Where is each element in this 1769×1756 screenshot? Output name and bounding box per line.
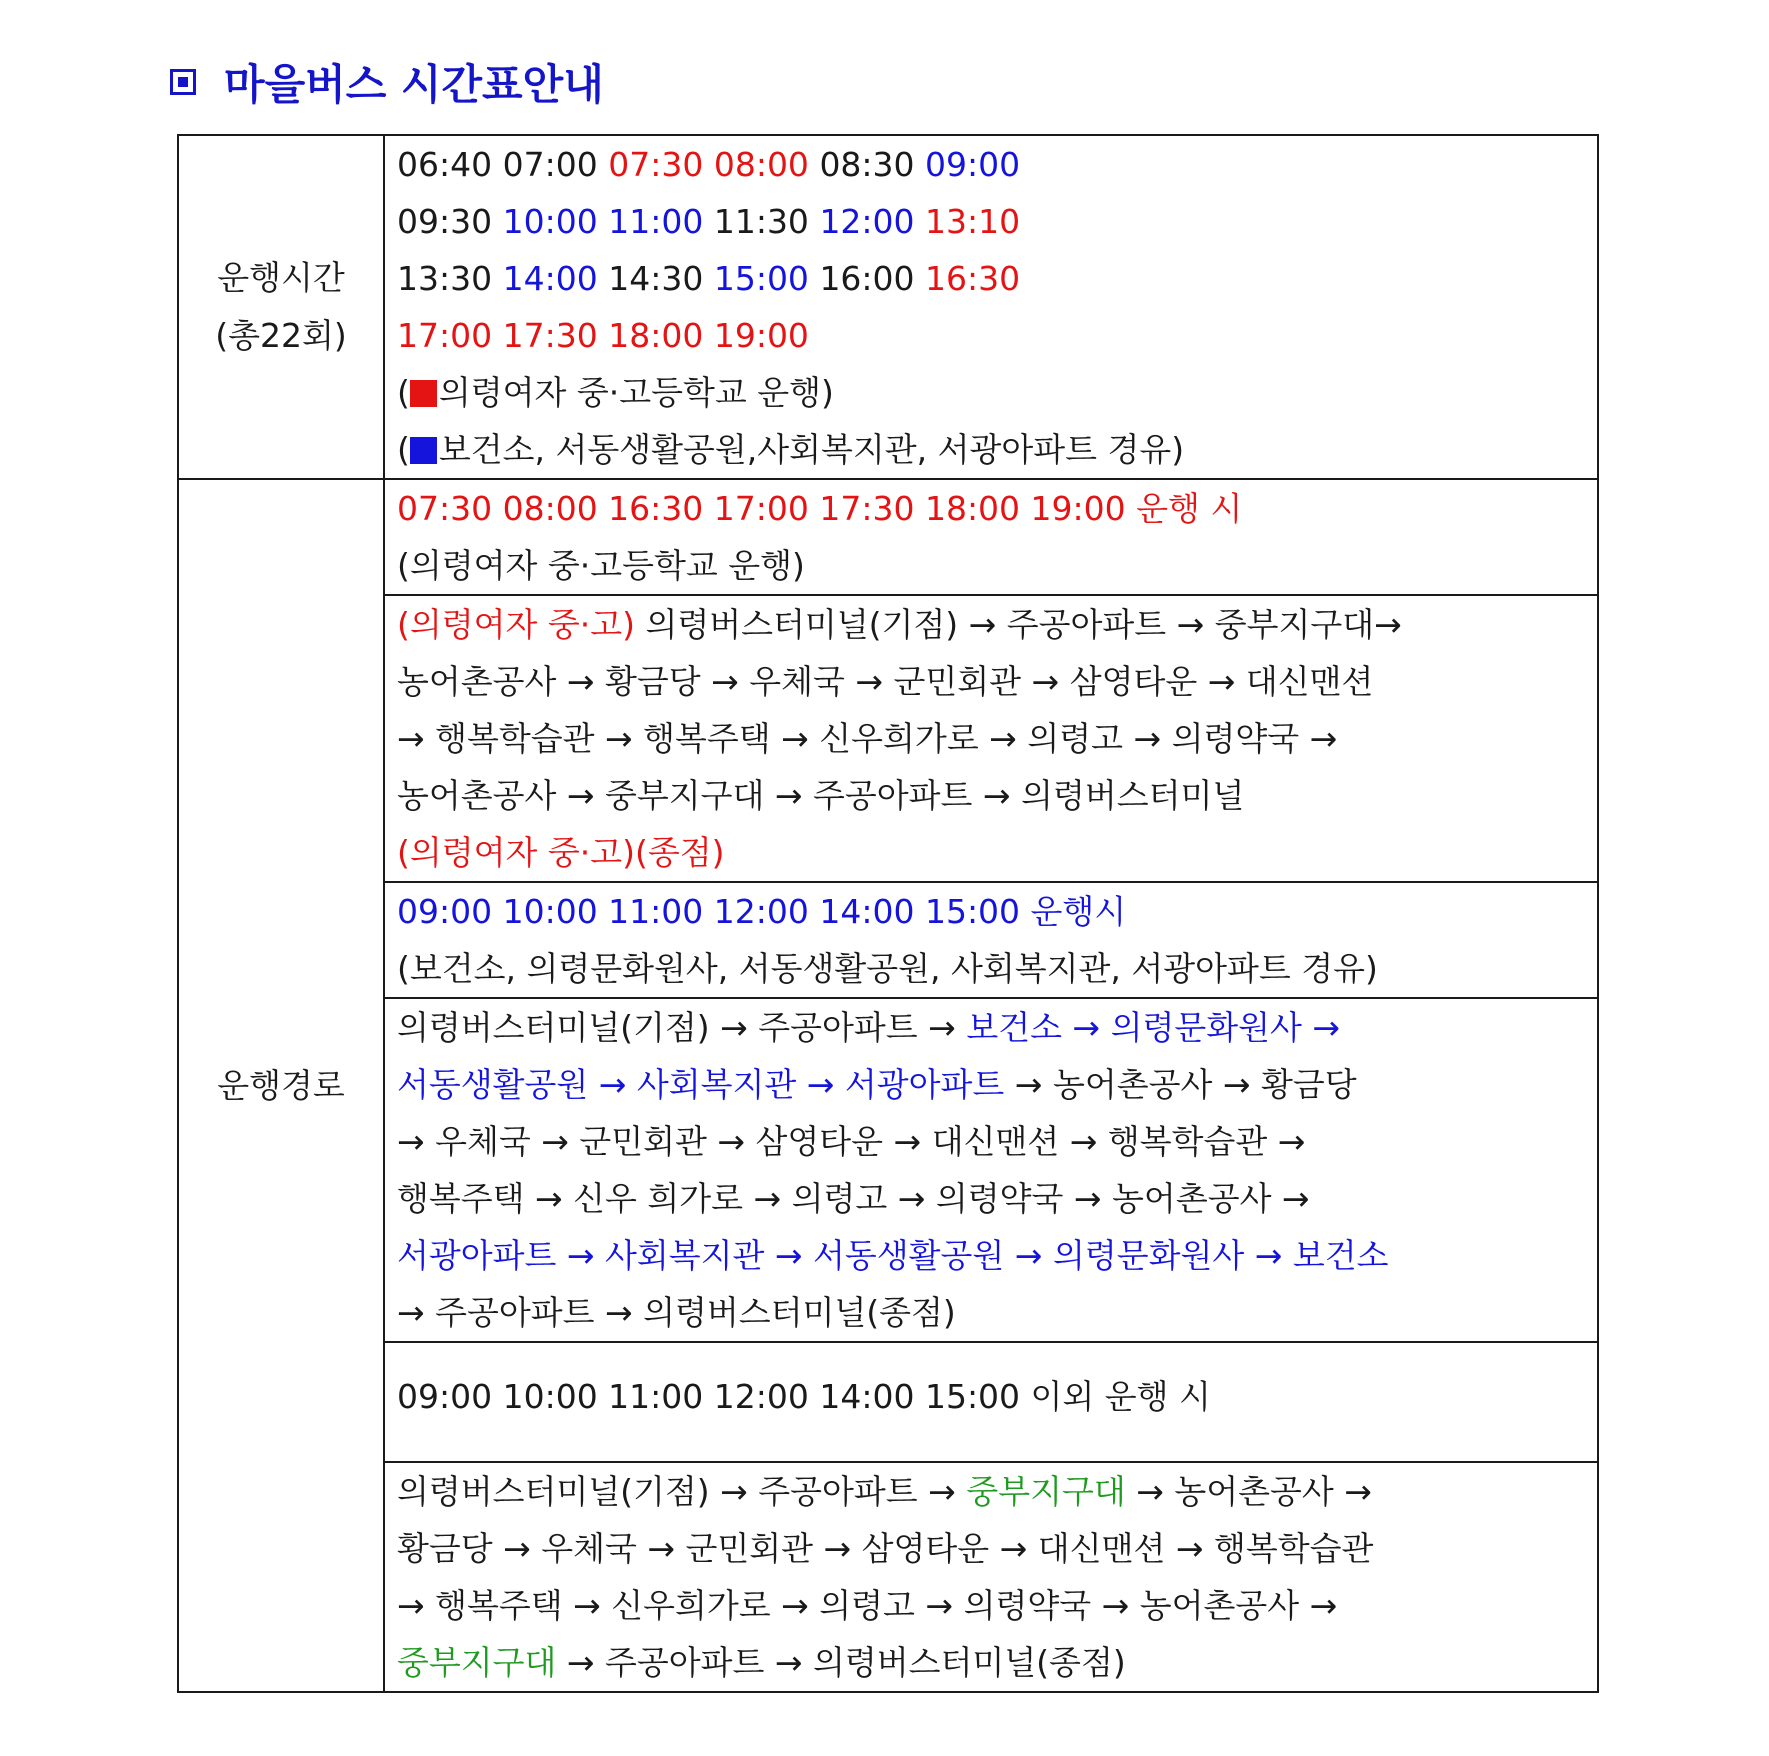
square-bullet-icon: [170, 69, 196, 95]
time-health: 11:00: [608, 202, 704, 241]
legend-health: ( 보건소, 서동생활공원,사회복지관, 서광아파트 경유): [397, 430, 1185, 469]
time-school: 18:00: [608, 316, 704, 355]
route-row: [178, 595, 1598, 882]
other-times: 09:00 10:00 11:00 12:00 14:00 15:00 이외 운행 시: [397, 1377, 1211, 1416]
route-line: 농어촌공사 → 중부지구대 → 주공아파트 → 의령버스터미널: [397, 776, 1245, 815]
legend-health-text: 보건소, 서동생활공원,사회복지관, 서광아파트 경유: [438, 430, 1172, 469]
times-line-2: [397, 193, 1585, 250]
time-health: 15:00: [713, 259, 809, 298]
time-school: 17:00: [397, 316, 493, 355]
other-route-cell: [384, 1462, 1598, 1692]
route-row: [178, 882, 1598, 998]
route-text: → 농어촌공사 → 황금당: [1004, 1065, 1357, 1104]
route-text: 의령버스터미널(기점) → 주공아파트 →: [397, 1472, 967, 1511]
time-health: 10:00: [502, 202, 598, 241]
route-text: 의령버스터미널(기점) → 주공아파트 →: [397, 1008, 967, 1047]
times-line-3: [397, 250, 1585, 307]
red-square-icon: [410, 380, 437, 407]
time: 07:00: [502, 145, 598, 184]
time: 13:30: [397, 259, 493, 298]
route-line: [397, 1056, 1585, 1113]
route-line: → 주공아파트 → 의령버스터미널(종점): [397, 1293, 956, 1332]
route-row: [178, 1342, 1598, 1462]
route-stop-school: (의령여자 중·고): [397, 605, 635, 644]
time-school: 13:10: [925, 202, 1021, 241]
timetable: [177, 134, 1599, 1693]
time: 08:30: [819, 145, 915, 184]
times-line-4: [397, 307, 1585, 364]
route-line: → 우체국 → 군민회관 → 삼영타운 → 대신맨션 → 행복학습관 →: [397, 1122, 1306, 1161]
time-school: 16:30: [925, 259, 1021, 298]
route-text-health: 서동생활공원 → 사회복지관 → 서광아파트: [397, 1065, 1005, 1104]
time-school: 08:00: [713, 145, 809, 184]
route-line: 행복주택 → 신우 희가로 → 의령고 → 의령약국 → 농어촌공사 →: [397, 1179, 1310, 1218]
health-desc: (보건소, 의령문화원사, 서동생활공원, 사회복지관, 서광아파트 경유): [397, 949, 1378, 988]
time: 14:30: [608, 259, 704, 298]
legend-school-text: 의령여자 중·고등학교 운행: [438, 373, 822, 412]
route-text-health: 보건소 → 의령문화원사 →: [966, 1008, 1340, 1047]
health-route-cell: [384, 998, 1598, 1342]
times-line-1: [397, 136, 1585, 193]
route-line: [397, 999, 1585, 1056]
route-line: [397, 596, 1585, 653]
schedule-label: [178, 135, 384, 479]
school-times-cell: [384, 479, 1598, 595]
blue-square-icon: [410, 437, 437, 464]
schedule-label-line1: 운행시간: [217, 258, 345, 297]
other-times-cell: [384, 1342, 1598, 1462]
time-health: 12:00: [819, 202, 915, 241]
health-times: 09:00 10:00 11:00 12:00 14:00 15:00 운행시: [397, 892, 1127, 931]
route-line: 농어촌공사 → 황금당 → 우체국 → 군민회관 → 삼영타운 → 대신맨션: [397, 662, 1374, 701]
route-stop-school: (의령여자 중·고)(종점): [397, 833, 725, 872]
page-title: 마을버스 시간표안내: [224, 60, 604, 109]
school-route-cell: [384, 595, 1598, 882]
time-school: 07:30: [608, 145, 704, 184]
time: 11:30: [713, 202, 809, 241]
route-stop-jungbu: 중부지구대: [966, 1472, 1126, 1511]
school-times: 07:30 08:00 16:30 17:00 17:30 18:00 19:00 운행 시: [397, 489, 1243, 528]
schedule-row: [178, 135, 1598, 479]
route-stop-jungbu: 중부지구대: [397, 1643, 557, 1682]
school-desc: (의령여자 중·고등학교 운행): [397, 546, 805, 585]
health-times-cell: [384, 882, 1598, 998]
time: 16:00: [819, 259, 915, 298]
page-heading: [170, 52, 604, 112]
time: 06:40: [397, 145, 493, 184]
time-health: 14:00: [502, 259, 598, 298]
schedule-label-line2: (총22회): [215, 316, 347, 355]
route-line: [397, 1634, 1585, 1691]
time: 09:30: [397, 202, 493, 241]
route-text: → 농어촌공사 →: [1125, 1472, 1372, 1511]
legend-school: ( 의령여자 중·고등학교 운행): [397, 373, 834, 412]
time-health: 09:00: [925, 145, 1021, 184]
time-school: 17:30: [502, 316, 598, 355]
route-label: 운행경로: [178, 479, 384, 1692]
route-line: [397, 1463, 1585, 1520]
route-text: 의령버스터미널(기점) → 주공아파트 → 중부지구대→: [635, 605, 1402, 644]
route-text: → 주공아파트 → 의령버스터미널(종점): [556, 1643, 1126, 1682]
route-row: [178, 479, 1598, 595]
route-row: [178, 998, 1598, 1342]
route-line-health: 서광아파트 → 사회복지관 → 서동생활공원 → 의령문화원사 → 보건소: [397, 1236, 1389, 1275]
route-line: → 행복학습관 → 행복주택 → 신우희가로 → 의령고 → 의령약국 →: [397, 719, 1338, 758]
schedule-times-cell: [384, 135, 1598, 479]
route-row: [178, 1462, 1598, 1692]
route-line: → 행복주택 → 신우희가로 → 의령고 → 의령약국 → 농어촌공사 →: [397, 1586, 1338, 1625]
time-school: 19:00: [713, 316, 809, 355]
route-line: 황금당 → 우체국 → 군민회관 → 삼영타운 → 대신맨션 → 행복학습관: [397, 1529, 1374, 1568]
